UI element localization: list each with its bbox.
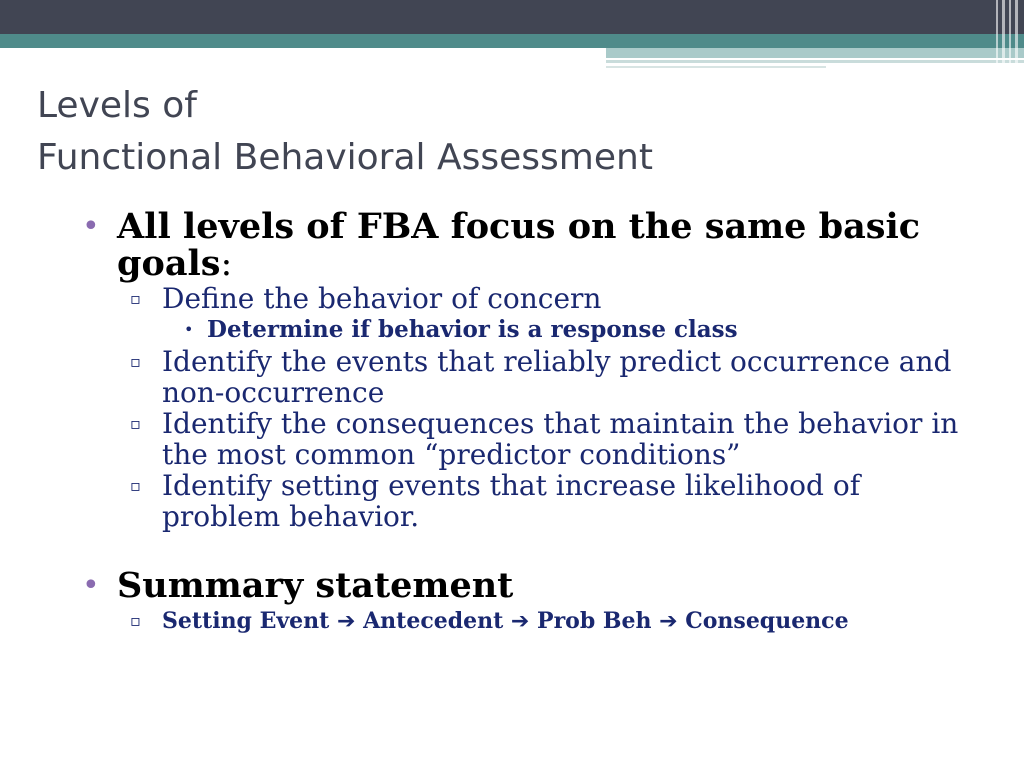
sub-bullet-define <box>0 283 1024 314</box>
sub-bullet-identify-setting <box>0 470 1024 532</box>
bullet-goals-text: All levels of FBA focus on the same basic goals <box>117 206 921 284</box>
square-bullet-icon: ▫ <box>130 476 141 495</box>
square-bullet-icon: ▫ <box>130 352 141 371</box>
sub-bullet-identify-setting-text: Identify setting events that increase likelihood of problem behavior. <box>162 469 861 533</box>
sequence-prob-beh: Prob Beh <box>537 608 652 634</box>
sub-bullet-define-text: Define the behavior of concern <box>162 282 602 315</box>
spacer <box>0 532 1024 567</box>
sequence-setting-event: Setting Event <box>162 608 330 634</box>
bullet-summary-text: Summary statement <box>117 565 514 606</box>
sub-bullet-identify-consequences <box>0 408 1024 470</box>
header-teal-band <box>0 34 1024 48</box>
arrow-right-icon: ➔ <box>659 609 678 634</box>
sequence-antecedent: Antecedent <box>363 608 504 634</box>
header-accent-line-short <box>606 66 826 68</box>
header-light-teal-band <box>606 48 1024 58</box>
header-accent-line <box>606 60 1024 63</box>
header-dark-band <box>0 0 1024 34</box>
sub-sub-bullet-determine-text: Determine if behavior is a response class <box>207 316 738 343</box>
arrow-right-icon: ➔ <box>510 609 530 634</box>
slide-body <box>0 208 1024 639</box>
small-dot-bullet-icon: • <box>184 320 194 339</box>
sub-bullet-identify-events-text: Identify the events that reliably predict occurrence and non-occurrence <box>162 345 952 409</box>
slide-title-line-1: Levels of <box>37 85 197 126</box>
sub-bullet-identify-events <box>0 346 1024 408</box>
arrow-right-icon: ➔ <box>336 609 356 634</box>
slide-title-line-2: Functional Behavioral Assessment <box>37 137 653 178</box>
bullet-dot-icon: • <box>82 568 100 603</box>
sub-bullet-sequence <box>0 604 1024 639</box>
square-bullet-icon: ▫ <box>130 289 141 308</box>
square-bullet-icon: ▫ <box>130 414 141 433</box>
bullet-goals <box>0 208 1024 283</box>
slide-title <box>37 80 653 184</box>
sequence-consequence: Consequence <box>685 608 849 634</box>
bullet-goals-colon: : <box>220 244 233 284</box>
header-stripes <box>992 0 1024 70</box>
bullet-dot-icon: • <box>82 209 100 244</box>
sub-bullet-identify-consequences-text: Identify the consequences that maintain the behavior in the most common “predictor conditions” <box>162 407 959 471</box>
square-bullet-icon: ▫ <box>130 611 141 630</box>
sub-sub-bullet-determine <box>0 314 1024 346</box>
bullet-summary <box>0 567 1024 604</box>
